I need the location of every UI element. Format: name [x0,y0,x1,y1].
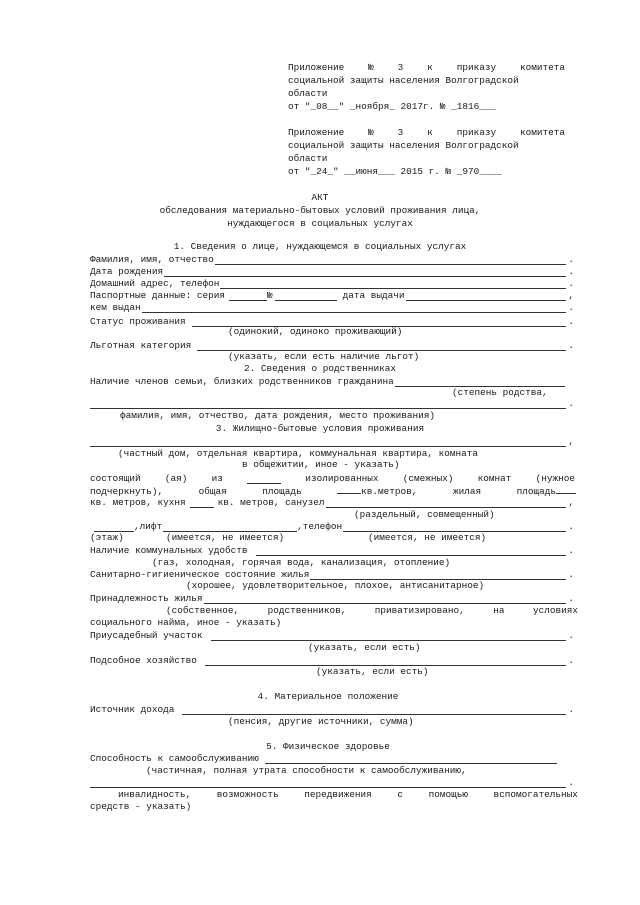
income-field[interactable] [182,706,566,715]
phone-hint: (имеется, не имеется) [368,532,487,543]
income-row: Источник дохода . [90,704,574,715]
housing-type-hint-1: (частный дом, отдельная квартира, коммунальная квартира, комната [118,448,479,459]
address-field[interactable] [220,280,566,289]
annex2-line4: от "_24_" __июня___ 2015 г. № _970____ [288,166,502,177]
farm-hint: (указать, если есть) [316,666,429,677]
status-label: Статус проживания [90,316,186,327]
kitchen-row: кв. метров, кухня кв. метров, санузел , [90,497,574,508]
act-title: АКТ [311,192,329,203]
disability-hint-2: средств - указать) [90,801,192,812]
selfcare-hint: (частичная, полная утрата способности к самообслуживанию, [146,765,467,776]
housing-type-hint-2: в общежитии, иное - указать) [242,459,400,470]
lift-hint: (имеется, не имеется) [166,532,285,543]
floor-field[interactable] [94,523,134,532]
status-row: Статус проживания . [90,316,574,327]
relation-hint: (степень родства, [452,387,548,398]
total-area-field[interactable] [337,485,361,494]
utilities-field[interactable] [256,547,567,556]
relatives-details-field[interactable] [90,400,566,409]
section5-heading: 5. Физическое здоровье [266,741,390,752]
utilities-hint: (газ, холодная, горячая вода, канализация, отопление) [152,557,451,568]
annex2-line1: Приложение № 3 к приказу комитета [288,127,565,138]
selfcare-row: Способность к самообслуживанию [90,753,558,764]
section4-heading: 4. Материальное положение [257,691,399,702]
relatives-label: Наличие членов семьи, близких родственников гражданина [90,376,394,387]
issue-date-field[interactable] [406,292,567,301]
address-label: Домашний адрес, телефон [90,278,220,289]
sanitary-row: Санитарно-гигиеническое состояние жилья . [90,569,574,580]
passport-label: Паспортные данные: серия [90,290,226,301]
ownership-hint-2: социального найма, иное - указать) [90,617,282,628]
annex1-line3: области [288,88,328,99]
housing-type-field[interactable] [90,438,566,447]
status-hint: (одинокий, одиноко проживающий) [228,326,403,337]
annex2-line3: области [288,153,328,164]
ownership-field[interactable] [204,595,567,604]
benefit-row: Льготная категория . [90,340,574,351]
issued-by-row: кем выдан . [90,302,574,313]
fio-label: Фамилия, имя, отчество [90,254,214,265]
relatives-details-hint: фамилия, имя, отчество, дата рождения, место проживания) [120,410,436,421]
floor-hint: (этаж) [90,532,124,543]
benefit-label: Льготная категория [90,340,192,351]
ownership-row: Принадлежность жилья . [90,593,574,604]
fio-row: Фамилия, имя, отчество . [90,254,574,265]
bathroom-hint: (раздельный, совмещенный) [354,509,495,520]
issue-date-label: дата выдачи [342,290,405,301]
fio-field[interactable] [215,256,567,265]
plot-field[interactable] [211,632,567,641]
selfcare-details-field[interactable] [90,779,566,788]
annex1-line4: от "_08__" _ноября_ 2017г. № _1816___ [288,101,497,112]
income-hint: (пенсия, другие источники, сумма) [228,716,414,727]
act-subtitle-2: нуждающегося в социальных услугах [227,218,413,229]
section2-heading: 2. Сведения о родственниках [244,363,396,374]
issued-by-label: кем выдан [90,302,141,313]
relatives-field[interactable] [395,378,565,387]
address-row: Домашний адрес, телефон . [90,278,574,289]
annex1-line1: Приложение № 3 к приказу комитета [288,62,565,73]
farm-row: Подсобное хозяйство . [90,655,574,666]
phone-field[interactable] [343,523,566,532]
dob-label: Дата рождения [90,266,164,277]
passport-series-field[interactable] [229,292,267,301]
selfcare-details-row: . [90,777,574,788]
plot-row: Приусадебный участок . [90,630,574,641]
sanitary-field[interactable] [310,571,566,580]
section1-heading: 1. Сведения о лице, нуждающемся в социальных услугах [173,241,467,252]
passport-row: Паспортные данные: серия № дата выдачи , [90,290,574,301]
passport-number-field[interactable] [275,292,337,301]
disability-hint: инвалидность, возможность передвижения с помощью вспомогательных [118,789,578,800]
rooms-row: состоящий (ая) из изолированных (смежных) комнат (нужное [90,473,575,484]
passport-number-label: № [267,290,273,301]
dob-field[interactable] [164,268,566,277]
benefit-hint: (указать, если есть наличие льгот) [228,351,420,362]
rooms-count-field[interactable] [247,475,281,484]
relatives-details-row: . [90,398,574,409]
selfcare-field[interactable] [265,755,557,764]
annex2-line2: социальной защиты населения Волгоградской [288,140,519,151]
housing-type-row: , [90,436,574,447]
annex1-line2: социальной защиты населения Волгоградской [288,75,519,86]
lift-field[interactable] [163,523,297,532]
farm-field[interactable] [205,657,566,666]
section3-heading: 3. Жилищно-бытовые условия проживания [215,423,425,434]
plot-hint: (указать, если есть) [308,642,421,653]
area-row: подчеркнуть), общая площадь кв.метров, жилая площадь [90,485,576,497]
sanitary-hint: (хорошее, удовлетворительное, плохое, антисанитарное) [186,580,485,591]
act-subtitle-1: обследования материально-бытовых условий проживания лица, [159,205,481,216]
bathroom-field[interactable] [326,499,567,508]
utilities-row: Наличие коммунальных удобств . [90,545,574,556]
kitchen-area-field[interactable] [190,499,214,508]
ownership-hint: (собственное, родственников, приватизировано, на условиях [166,605,578,616]
issued-by-field[interactable] [142,304,567,313]
dob-row: Дата рождения . [90,266,574,277]
relatives-row [90,376,566,387]
living-area-field[interactable] [556,485,576,494]
floor-lift-row: ,лифт ,телефон . [94,521,574,532]
benefit-field[interactable] [197,342,566,351]
